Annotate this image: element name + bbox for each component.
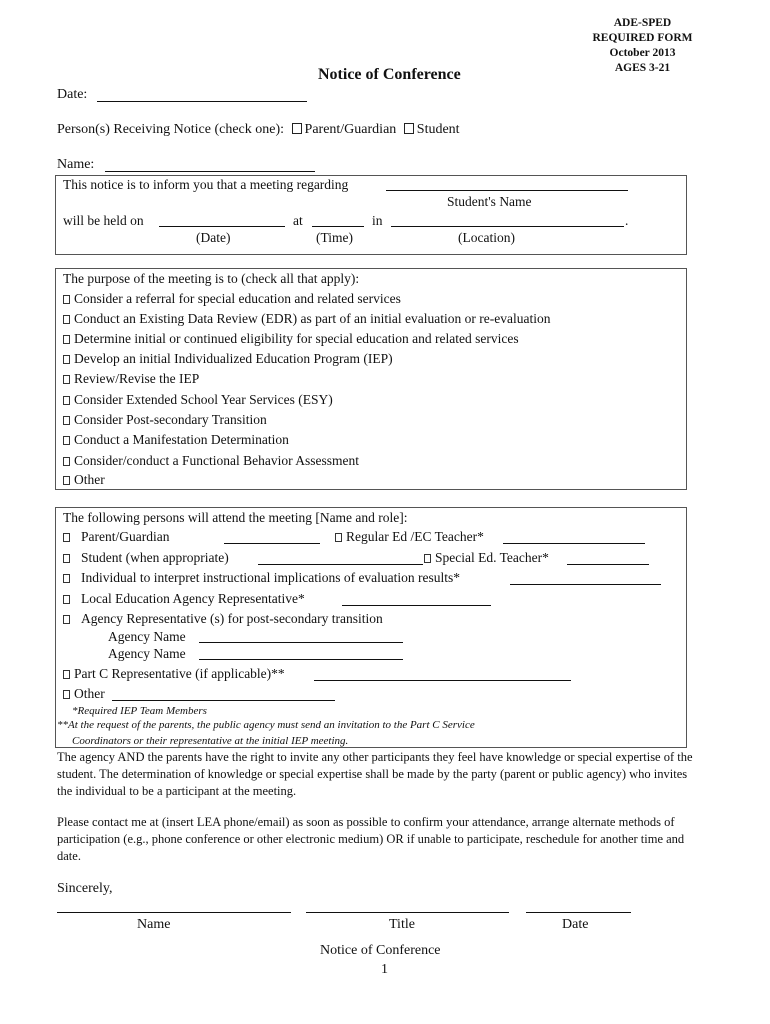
agency-name-2-field[interactable]: [199, 659, 403, 660]
attendee-parent-label: Parent/Guardian: [81, 529, 170, 544]
note-part-c-cont: Coordinators or their representative at the initial IEP meeting.: [72, 735, 349, 747]
student-attendee-field[interactable]: [258, 564, 423, 565]
name-field[interactable]: [105, 171, 315, 172]
student-name-caption: Student's Name: [447, 194, 532, 209]
signature-title-caption: Title: [389, 917, 415, 932]
purpose-item-label: Conduct a Manifestation Determination: [74, 432, 289, 447]
purpose-item-label: Consider Post-secondary Transition: [74, 412, 267, 427]
purpose-item-label: Conduct an Existing Data Review (EDR) as part of an initial evaluation or re-evaluation: [74, 311, 551, 326]
purpose-item-label: Consider/conduct a Functional Behavior Assessment: [74, 453, 359, 468]
attendee-part-c-label: Part C Representative (if applicable)**: [74, 666, 285, 681]
signature-title-field[interactable]: [306, 912, 509, 913]
attendee-agency-rep-label: Agency Representative (s) for post-secondary transition: [81, 611, 383, 626]
attendee-parent[interactable]: [63, 529, 169, 545]
purpose-item-8[interactable]: [63, 432, 289, 448]
checkbox-glyph[interactable]: [335, 533, 342, 542]
footer-title: Notice of Conference: [320, 943, 441, 958]
checkbox-glyph[interactable]: [63, 670, 70, 679]
lea-name-field[interactable]: [342, 605, 491, 606]
at-label: at: [293, 213, 303, 228]
purpose-item-4[interactable]: [63, 351, 393, 367]
date-field[interactable]: [97, 101, 307, 102]
checkbox-glyph[interactable]: [63, 574, 70, 583]
time-caption: (Time): [316, 230, 354, 245]
name-label: Name:: [57, 157, 95, 172]
part-c-name-field[interactable]: [314, 680, 571, 681]
checkbox-glyph[interactable]: [63, 355, 70, 364]
form-header: [585, 16, 700, 76]
attendee-regular-teacher[interactable]: [335, 529, 484, 545]
page-number: 1: [381, 962, 388, 977]
meeting-location-field[interactable]: [391, 226, 624, 227]
checkbox-glyph[interactable]: [63, 335, 70, 344]
signature-name-field[interactable]: [57, 912, 291, 913]
meeting-time-field[interactable]: [312, 226, 364, 227]
header-line-4: AGES 3-21: [614, 62, 671, 74]
agency-name-1-label: Agency Name: [108, 629, 186, 644]
held-on-label: will be held on: [63, 213, 144, 228]
agency-name-1-field[interactable]: [199, 642, 403, 643]
purpose-item-10[interactable]: [63, 472, 105, 488]
attendees-heading: The following persons will attend the meeting [Name and role]:: [63, 510, 408, 525]
rights-paragraph: The agency AND the parents have the right to invite any other participants they feel have knowledge or special expertise of the student. The determination of knowledge or special expertise shall be made by the party (parent or public agency) who invites the individual to be a participant at the meeting.: [57, 750, 693, 798]
contact-paragraph: Please contact me at (insert LEA phone/email) as soon as possible to confirm your attendance, arrange alternate methods of participation (e.g., phone conference or other electronic medium) OR if unable to participate, reschedule for another time and date.: [57, 815, 685, 863]
purpose-item-label: Determine initial or continued eligibility for special education and related services: [74, 331, 519, 346]
attendee-special-teacher-label: Special Ed. Teacher*: [435, 550, 549, 565]
student-option-label: Student: [416, 122, 460, 137]
attendee-regular-teacher-label: Regular Ed /EC Teacher*: [346, 529, 484, 544]
checkbox-glyph[interactable]: [424, 554, 431, 563]
note-part-c: **At the request of the parents, the public agency must send an invitation to the Part C Service: [57, 719, 475, 731]
purpose-item-label: Review/Revise the IEP: [74, 371, 200, 386]
attendee-lea-label: Local Education Agency Representative*: [81, 591, 305, 606]
checkbox-glyph[interactable]: [63, 595, 70, 604]
interpreter-name-field[interactable]: [510, 584, 661, 585]
purpose-item-1[interactable]: [63, 291, 401, 307]
purpose-item-9[interactable]: [63, 453, 359, 469]
header-line-1: ADE-SPED: [613, 17, 672, 29]
attendee-special-teacher[interactable]: [424, 550, 549, 566]
meeting-date-field[interactable]: [159, 226, 285, 227]
purpose-item-3[interactable]: [63, 331, 519, 347]
parent-checkbox[interactable]: [292, 123, 302, 134]
attendee-interpreter-label: Individual to interpret instructional implications of evaluation results*: [81, 570, 461, 585]
checkbox-glyph[interactable]: [63, 533, 70, 542]
purpose-heading: The purpose of the meeting is to (check all that apply):: [63, 271, 360, 286]
closing: Sincerely,: [57, 881, 113, 896]
header-line-3: October 2013: [609, 47, 676, 59]
special-teacher-name-field[interactable]: [567, 564, 649, 565]
receiving-label: Person(s) Receiving Notice (check one):: [57, 122, 285, 137]
checkbox-glyph[interactable]: [63, 476, 70, 485]
in-label: in: [372, 213, 383, 228]
location-period: .: [625, 213, 629, 228]
checkbox-glyph[interactable]: [63, 615, 70, 624]
attendee-student[interactable]: [63, 550, 229, 566]
signature-name-caption: Name: [137, 917, 171, 932]
page-title: Notice of Conference: [318, 66, 461, 83]
other-attendee-field[interactable]: [112, 700, 335, 701]
purpose-item-6[interactable]: [63, 392, 333, 408]
parent-name-field[interactable]: [224, 543, 320, 544]
attendee-student-label: Student (when appropriate): [81, 550, 229, 565]
attendee-interpreter[interactable]: [63, 570, 460, 586]
agency-name-2-label: Agency Name: [108, 646, 186, 661]
signature-date-field[interactable]: [526, 912, 631, 913]
checkbox-glyph[interactable]: [63, 416, 70, 425]
purpose-item-label: Consider a referral for special education and related services: [74, 291, 401, 306]
date-caption: (Date): [196, 230, 231, 245]
checkbox-glyph[interactable]: [63, 396, 70, 405]
checkbox-glyph[interactable]: [63, 295, 70, 304]
attendee-other[interactable]: [63, 686, 105, 702]
header-line-2: REQUIRED FORM: [592, 32, 693, 44]
note-required-members: *Required IEP Team Members: [72, 705, 207, 717]
purpose-item-2[interactable]: [63, 311, 550, 327]
meeting-intro: This notice is to inform you that a meeting regarding: [63, 177, 349, 192]
signature-date-caption: Date: [562, 917, 589, 932]
attendee-lea[interactable]: [63, 591, 305, 607]
date-label: Date:: [57, 87, 88, 102]
purpose-item-7[interactable]: [63, 412, 267, 428]
parent-option-label: Parent/Guardian: [304, 122, 397, 137]
receiving-row: [57, 122, 460, 138]
student-name-field[interactable]: [386, 190, 628, 191]
checkbox-glyph[interactable]: [63, 554, 70, 563]
attendee-agency-rep[interactable]: [63, 611, 383, 627]
checkbox-glyph[interactable]: [63, 315, 70, 324]
checkbox-glyph[interactable]: [63, 436, 70, 445]
purpose-item-label: Consider Extended School Year Services (ESY): [74, 392, 333, 407]
purpose-item-label: Develop an initial Individualized Education Program (IEP): [74, 351, 393, 366]
regular-teacher-name-field[interactable]: [503, 543, 645, 544]
student-checkbox[interactable]: [404, 123, 414, 134]
checkbox-glyph[interactable]: [63, 690, 70, 699]
attendee-other-label: Other: [74, 686, 105, 701]
checkbox-glyph[interactable]: [63, 457, 70, 466]
purpose-item-5[interactable]: [63, 371, 199, 387]
attendee-part-c[interactable]: [63, 666, 285, 682]
purpose-item-label: Other: [74, 472, 105, 487]
location-caption: (Location): [458, 230, 515, 245]
checkbox-glyph[interactable]: [63, 375, 70, 384]
